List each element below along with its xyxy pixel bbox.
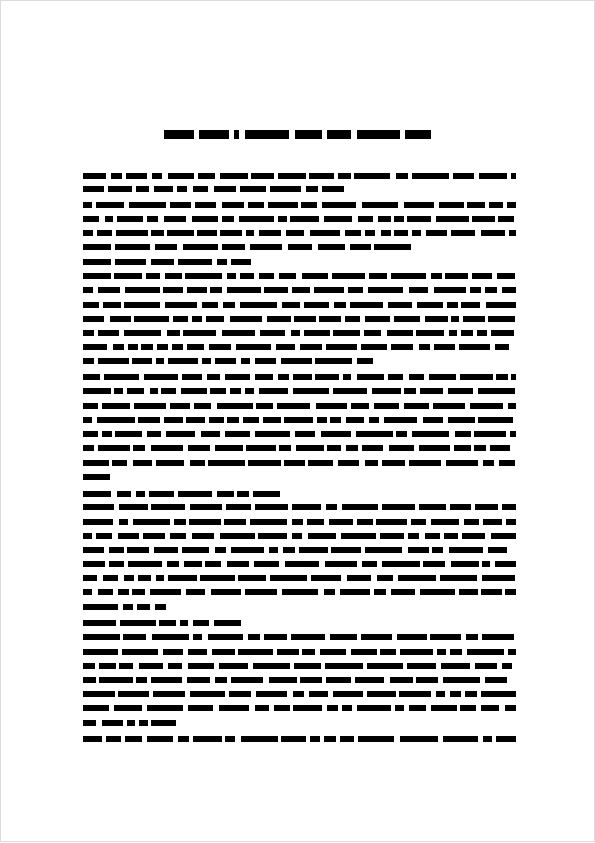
paragraph-line	[1, 287, 595, 294]
paragraph-line	[1, 244, 595, 251]
paragraph-line	[1, 186, 595, 193]
paragraph-line	[1, 604, 595, 611]
section-heading-line	[1, 620, 595, 627]
paragraph-line	[1, 358, 595, 365]
paragraph-line	[1, 273, 595, 280]
paragraph-line	[1, 403, 595, 410]
paragraph-line	[1, 460, 595, 467]
paragraph-line	[1, 330, 595, 337]
paragraph-line	[1, 649, 595, 656]
paragraph-line	[1, 533, 595, 540]
paragraph-line	[1, 388, 595, 395]
paragraph-line	[1, 547, 595, 554]
paragraph-line	[1, 504, 595, 511]
paragraph-line	[1, 431, 595, 438]
paragraph-line	[1, 691, 595, 698]
paragraph-line	[1, 705, 595, 712]
paragraph-line	[1, 561, 595, 568]
paragraph-line	[1, 634, 595, 641]
paragraph-line	[1, 417, 595, 424]
paragraph-line	[1, 589, 595, 596]
paragraph-line	[1, 575, 595, 582]
paragraph-line	[1, 316, 595, 323]
section-heading-line	[1, 491, 595, 498]
paragraph-line	[1, 720, 595, 727]
paragraph-line	[1, 736, 595, 743]
paragraph-line	[1, 663, 595, 670]
paragraph-line	[1, 202, 595, 209]
paragraph-line	[1, 216, 595, 223]
paragraph-line	[1, 230, 595, 237]
document-body	[1, 1, 595, 843]
paragraph-line	[1, 677, 595, 684]
paragraph-line	[1, 344, 595, 351]
paragraph-line	[1, 173, 595, 180]
paragraph-line	[1, 302, 595, 309]
paragraph-line	[1, 519, 595, 526]
paragraph-line	[1, 474, 595, 481]
section-heading-line	[1, 259, 595, 266]
paragraph-line	[1, 374, 595, 381]
paragraph-line	[1, 445, 595, 452]
